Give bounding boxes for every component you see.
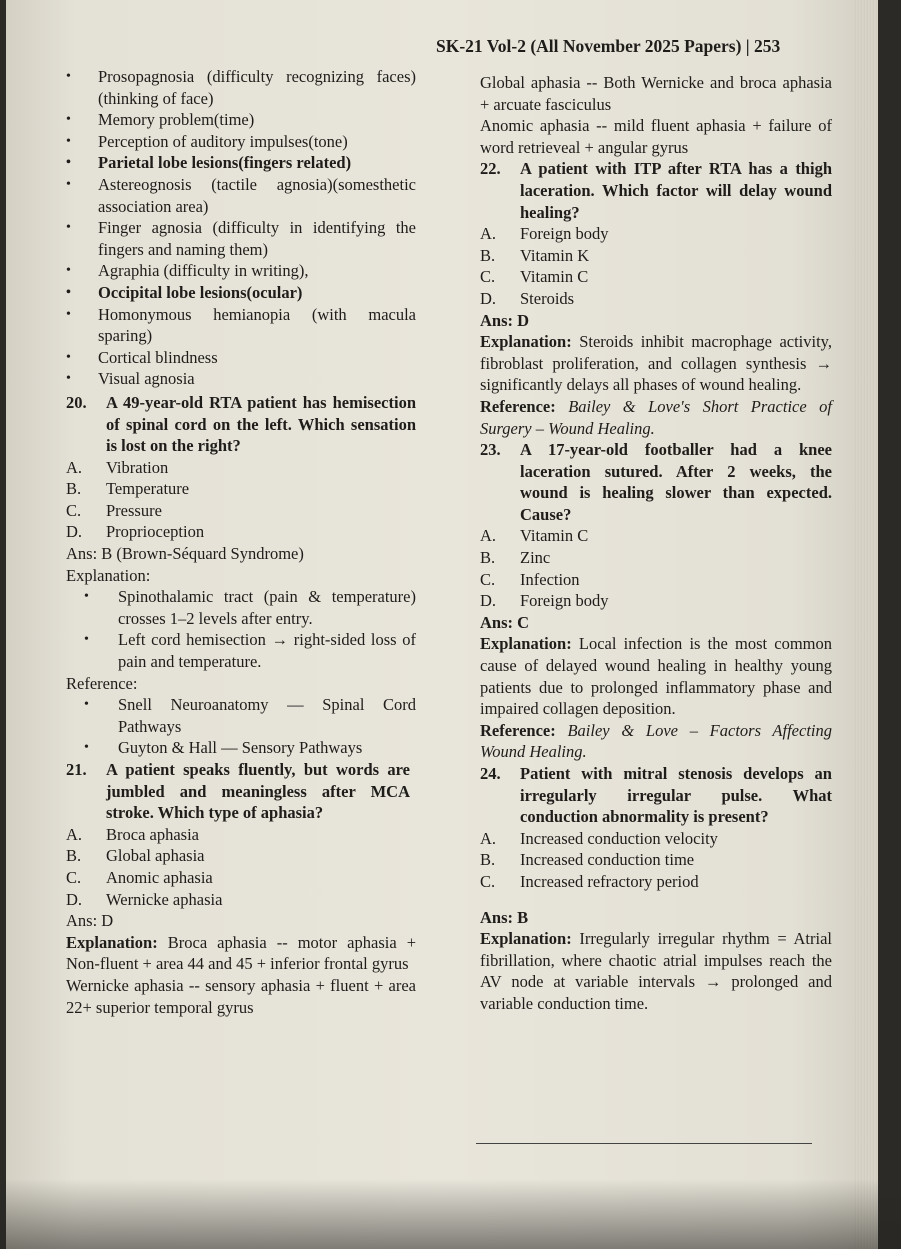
bullet-cortical-blindness: • Cortical blindness xyxy=(66,347,416,369)
option-b: B. Zinc xyxy=(480,548,551,568)
option-a: A. Foreign body xyxy=(480,224,609,244)
book-page xyxy=(6,0,878,1249)
explanation-bullet: • Left cord hemisection → right-sided loss of pain and temperature. xyxy=(66,629,416,672)
question-21 xyxy=(66,759,416,824)
bullet-hemianopia: • Homonymous hemianopia (with macula sparing) xyxy=(66,304,416,347)
explanation-bullet: • Spinothalamic tract (pain & temperature) crosses 1–2 levels after entry. xyxy=(66,586,416,629)
option-b: B. Temperature xyxy=(66,479,190,499)
explanation: Explanation: Local infection is the most common cause of delayed wound healing in healthy young patients due to prolonged inflammatory phase and impaired collagen deposition. xyxy=(480,634,832,719)
option-d: D. Steroids xyxy=(480,288,575,308)
option-c: C. Increased refractory period xyxy=(480,871,699,891)
reference-item: • Snell Neuroanatomy — Spinal Cord Pathways xyxy=(66,694,416,737)
answer: Ans: B (Brown-Séquard Syndrome) xyxy=(66,544,304,564)
question-text: A patient with ITP after RTA has a thigh laceration. Which factor will delay wound healing? xyxy=(520,159,832,222)
answer: Ans: D xyxy=(66,911,114,931)
question-text: A 49-year-old RTA patient has hemisection of spinal cord on the left. Which sensation is lost on the right? xyxy=(106,392,416,456)
bullet-prosopagnosia: • Prosopagnosia (difficulty recognizing faces)(thinking of face) xyxy=(66,66,416,109)
right-column xyxy=(480,72,832,1015)
reference-label: Reference: xyxy=(66,673,138,693)
bullet-parietal: • Parietal lobe lesions(fingers related) xyxy=(66,152,416,174)
option-b: B. Increased conduction time xyxy=(480,850,695,870)
bullet-finger-agnosia: • Finger agnosia (difficulty in identifying the fingers and naming them) xyxy=(66,217,416,260)
bullet-memory: • Memory problem(time) xyxy=(66,109,416,131)
question-20 xyxy=(66,392,416,457)
option-a: A. Vibration xyxy=(66,457,169,477)
question-number: 23. xyxy=(480,440,501,460)
left-column xyxy=(66,66,416,1018)
bullet-astereognosis: • Astereognosis (tactile agnosia)(somesthetic association area) xyxy=(66,174,416,217)
question-number: 20. xyxy=(66,392,87,412)
option-a: A. Vitamin C xyxy=(480,526,589,546)
explanation-wernicke: Wernicke aphasia -- sensory aphasia + fluent + area 22+ superior temporal gyrus xyxy=(66,975,416,1017)
explanation: Explanation: Irregularly irregular rhythm = Atrial fibrillation, where chaotic atrial impulses reach the AV node at variable intervals → prolonged and variable conduction time. xyxy=(480,929,832,1013)
question-text: A 17-year-old footballer had a knee laceration sutured. After 2 weeks, the wound is healing slower than expected. Cause? xyxy=(520,440,832,524)
reference: Reference: Bailey & Love's Short Practice of Surgery – Wound Healing. xyxy=(480,396,832,438)
bullet-occipital: • Occipital lobe lesions(ocular) xyxy=(66,282,416,304)
option-d: D. Wernicke aphasia xyxy=(66,889,223,909)
question-text: Patient with mitral stenosis develops an irregularly irregular pulse. What conduction abnormality is present? xyxy=(520,764,832,827)
question-23 xyxy=(480,439,832,525)
question-number: 24. xyxy=(480,764,501,783)
question-22 xyxy=(480,158,832,223)
option-c: C. Pressure xyxy=(66,500,162,520)
option-b: B. Vitamin K xyxy=(480,245,590,265)
explanation: Explanation: Steroids inhibit macrophage activity, fibroblast proliferation, and collagen synthesis → significantly delays all phases of wound healing. xyxy=(480,332,832,395)
divider-line xyxy=(476,1143,812,1144)
page-header: SK-21 Vol-2 (All November 2025 Papers) | 253 xyxy=(436,36,781,56)
answer: Ans: D xyxy=(480,310,530,330)
explanation: Explanation: Broca aphasia -- motor aphasia + Non-fluent + area 44 and 45 + inferior frontal gyrus xyxy=(66,932,416,974)
answer: Ans: C xyxy=(480,612,530,632)
bullet-agraphia: • Agraphia (difficulty in writing), xyxy=(66,260,416,282)
global-aphasia-text: Global aphasia -- Both Wernicke and broca aphasia + arcuate fasciculus xyxy=(480,73,832,114)
reference: Reference: Bailey & Love – Factors Affecting Wound Healing. xyxy=(480,720,832,762)
option-a: A. Increased conduction velocity xyxy=(480,828,718,848)
option-c: C. Infection xyxy=(480,569,580,589)
option-b: B. Global aphasia xyxy=(66,846,205,866)
question-number: 22. xyxy=(480,159,501,179)
option-c: C. Anomic aphasia xyxy=(66,867,213,887)
option-c: C. Vitamin C xyxy=(480,267,589,287)
question-text: A patient speaks fluently, but words are jumbled and meaningless after MCA stroke. Which type of aphasia? xyxy=(106,760,410,823)
bullet-auditory: • Perception of auditory impulses(tone) xyxy=(66,131,416,153)
question-number: 21. xyxy=(66,760,87,779)
option-d: D. Proprioception xyxy=(66,522,205,542)
option-d: D. Foreign body xyxy=(480,591,609,611)
option-a: A. Broca aphasia xyxy=(66,824,199,844)
anomic-aphasia-text: Anomic aphasia -- mild fluent aphasia + failure of word retrieveal + angular gyrus xyxy=(480,116,832,157)
bullet-visual-agnosia: • Visual agnosia xyxy=(66,368,416,390)
explanation-label: Explanation: xyxy=(66,565,151,585)
page-edge xyxy=(854,0,878,1249)
question-24 xyxy=(480,763,832,828)
answer: Ans: B xyxy=(480,907,529,927)
reference-item: • Guyton & Hall — Sensory Pathways xyxy=(66,737,416,759)
